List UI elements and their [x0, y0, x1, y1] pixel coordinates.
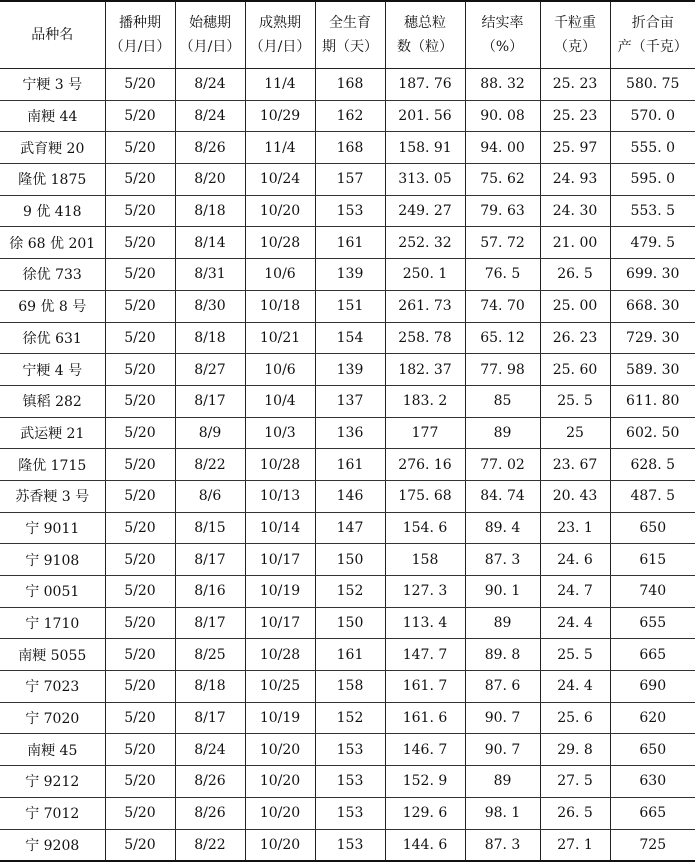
variety-name-cell: 武育粳 20	[0, 132, 105, 164]
table-cell: 5/20	[105, 671, 175, 703]
table-cell: 139	[315, 354, 385, 386]
table-cell: 24. 4	[540, 671, 610, 703]
table-cell: 24. 4	[540, 607, 610, 639]
table-cell: 5/20	[105, 702, 175, 734]
table-cell: 665	[610, 797, 695, 829]
table-cell: 690	[610, 671, 695, 703]
table-cell: 90. 7	[465, 734, 540, 766]
table-cell: 580. 75	[610, 69, 695, 101]
variety-name-cell: 宁 9011	[0, 512, 105, 544]
table-cell: 10/17	[245, 544, 315, 576]
variety-name-cell: 9 优 418	[0, 195, 105, 227]
table-cell: 89	[465, 417, 540, 449]
table-cell: 168	[315, 132, 385, 164]
table-row	[0, 607, 695, 639]
table-cell: 21. 00	[540, 227, 610, 259]
table-row	[0, 69, 695, 101]
table-cell: 182. 37	[385, 354, 465, 386]
table-row	[0, 290, 695, 322]
table-cell: 5/20	[105, 385, 175, 417]
table-row	[0, 829, 695, 861]
table-cell: 10/28	[245, 449, 315, 481]
table-cell: 89. 8	[465, 639, 540, 671]
table-cell: 77. 98	[465, 354, 540, 386]
table-cell: 25	[540, 417, 610, 449]
table-cell: 10/24	[245, 164, 315, 196]
table-cell: 10/18	[245, 290, 315, 322]
table-cell: 24. 30	[540, 195, 610, 227]
variety-name-cell: 镇稻 282	[0, 385, 105, 417]
table-cell: 5/20	[105, 69, 175, 101]
table-cell: 153	[315, 734, 385, 766]
table-cell: 10/4	[245, 385, 315, 417]
table-cell: 98. 1	[465, 797, 540, 829]
table-cell: 183. 2	[385, 385, 465, 417]
table-cell: 113. 4	[385, 607, 465, 639]
table-row	[0, 480, 695, 512]
table-cell: 8/17	[175, 544, 245, 576]
table-cell: 146. 7	[385, 734, 465, 766]
table-cell: 5/20	[105, 354, 175, 386]
table-cell: 153	[315, 766, 385, 798]
table-cell: 26. 23	[540, 322, 610, 354]
table-cell: 10/6	[245, 354, 315, 386]
table-cell: 201. 56	[385, 100, 465, 132]
variety-name-cell: 宁粳 4 号	[0, 354, 105, 386]
table-cell: 24. 93	[540, 164, 610, 196]
table-cell: 10/14	[245, 512, 315, 544]
table-cell: 127. 3	[385, 576, 465, 608]
table-cell: 5/20	[105, 132, 175, 164]
table-cell: 8/31	[175, 259, 245, 291]
table-row	[0, 100, 695, 132]
table-cell: 252. 32	[385, 227, 465, 259]
table-row	[0, 544, 695, 576]
table-cell: 10/13	[245, 480, 315, 512]
column-header	[385, 1, 465, 69]
table-cell: 8/18	[175, 671, 245, 703]
table-cell: 8/25	[175, 639, 245, 671]
table-row	[0, 322, 695, 354]
table-cell: 152. 9	[385, 766, 465, 798]
table-cell: 10/29	[245, 100, 315, 132]
table-cell: 10/6	[245, 259, 315, 291]
column-header-line: 全生育	[329, 15, 371, 31]
table-cell: 10/20	[245, 766, 315, 798]
variety-name-cell: 宁粳 3 号	[0, 69, 105, 101]
table-cell: 10/25	[245, 671, 315, 703]
table-cell: 8/16	[175, 576, 245, 608]
table-cell: 150	[315, 607, 385, 639]
column-header-line: 品种名	[31, 27, 74, 43]
table-cell: 729. 30	[610, 322, 695, 354]
variety-name-cell: 宁 7023	[0, 671, 105, 703]
table-cell: 650	[610, 512, 695, 544]
table-cell: 25. 6	[540, 702, 610, 734]
table-cell: 655	[610, 607, 695, 639]
table-cell: 620	[610, 702, 695, 734]
table-cell: 5/20	[105, 734, 175, 766]
column-header-line: 折合亩	[631, 15, 674, 31]
table-cell: 76. 5	[465, 259, 540, 291]
table-row	[0, 576, 695, 608]
table-cell: 10/20	[245, 734, 315, 766]
table-cell: 10/19	[245, 576, 315, 608]
table-cell: 479. 5	[610, 227, 695, 259]
table-cell: 8/20	[175, 164, 245, 196]
table-cell: 144. 6	[385, 829, 465, 861]
table-row	[0, 417, 695, 449]
table-cell: 154. 6	[385, 512, 465, 544]
variety-name-cell: 69 优 8 号	[0, 290, 105, 322]
column-header	[175, 1, 245, 69]
table-cell: 129. 6	[385, 797, 465, 829]
table-cell: 487. 5	[610, 480, 695, 512]
table-cell: 8/18	[175, 195, 245, 227]
table-cell: 74. 70	[465, 290, 540, 322]
column-header-line: （克）	[554, 39, 596, 55]
table-cell: 313. 05	[385, 164, 465, 196]
table-cell: 175. 68	[385, 480, 465, 512]
table-cell: 5/20	[105, 417, 175, 449]
table-cell: 630	[610, 766, 695, 798]
table-cell: 25. 23	[540, 69, 610, 101]
table-cell: 740	[610, 576, 695, 608]
table-cell: 89. 4	[465, 512, 540, 544]
table-cell: 158	[385, 544, 465, 576]
variety-name-cell: 徐优 631	[0, 322, 105, 354]
table-cell: 90. 7	[465, 702, 540, 734]
table-cell: 553. 5	[610, 195, 695, 227]
table-cell: 8/26	[175, 766, 245, 798]
table-cell: 89	[465, 607, 540, 639]
table-cell: 8/26	[175, 797, 245, 829]
table-cell: 5/20	[105, 766, 175, 798]
table-cell: 153	[315, 829, 385, 861]
table-cell: 10/3	[245, 417, 315, 449]
table-cell: 87. 6	[465, 671, 540, 703]
table-cell: 10/21	[245, 322, 315, 354]
table-row	[0, 164, 695, 196]
table-cell: 8/9	[175, 417, 245, 449]
table-row	[0, 702, 695, 734]
table-cell: 75. 62	[465, 164, 540, 196]
table-cell: 153	[315, 797, 385, 829]
column-header	[610, 1, 695, 69]
variety-name-cell: 宁 9108	[0, 544, 105, 576]
table-cell: 161	[315, 639, 385, 671]
column-header	[245, 1, 315, 69]
table-cell: 8/6	[175, 480, 245, 512]
table-cell: 8/27	[175, 354, 245, 386]
table-row	[0, 797, 695, 829]
table-cell: 5/20	[105, 164, 175, 196]
table-cell: 249. 27	[385, 195, 465, 227]
table-cell: 27. 1	[540, 829, 610, 861]
column-header	[0, 1, 105, 69]
table-cell: 139	[315, 259, 385, 291]
table-cell: 5/20	[105, 512, 175, 544]
table-cell: 27. 5	[540, 766, 610, 798]
table-cell: 11/4	[245, 132, 315, 164]
table-cell: 23. 1	[540, 512, 610, 544]
table-cell: 5/20	[105, 322, 175, 354]
variety-name-cell: 隆优 1875	[0, 164, 105, 196]
table-cell: 168	[315, 69, 385, 101]
table-cell: 665	[610, 639, 695, 671]
table-cell: 602. 50	[610, 417, 695, 449]
table-cell: 25. 5	[540, 639, 610, 671]
table-cell: 25. 23	[540, 100, 610, 132]
table-cell: 90. 1	[465, 576, 540, 608]
table-cell: 84. 74	[465, 480, 540, 512]
table-cell: 8/14	[175, 227, 245, 259]
table-cell: 29. 8	[540, 734, 610, 766]
table-cell: 668. 30	[610, 290, 695, 322]
table-cell: 8/17	[175, 702, 245, 734]
table-cell: 5/20	[105, 259, 175, 291]
table-cell: 615	[610, 544, 695, 576]
table-cell: 136	[315, 417, 385, 449]
table-cell: 10/20	[245, 195, 315, 227]
table-cell: 161	[315, 449, 385, 481]
table-cell: 10/19	[245, 702, 315, 734]
table-cell: 611. 80	[610, 385, 695, 417]
column-header-line: （月/日）	[179, 39, 241, 55]
table-row	[0, 195, 695, 227]
table-cell: 187. 76	[385, 69, 465, 101]
column-header-line: 穗总粒	[404, 15, 446, 31]
table-cell: 90. 08	[465, 100, 540, 132]
table-cell: 146	[315, 480, 385, 512]
table-cell: 261. 73	[385, 290, 465, 322]
table-cell: 24. 6	[540, 544, 610, 576]
table-cell: 158	[315, 671, 385, 703]
table-cell: 5/20	[105, 639, 175, 671]
table-cell: 8/22	[175, 829, 245, 861]
table-cell: 79. 63	[465, 195, 540, 227]
table-cell: 8/18	[175, 322, 245, 354]
table-cell: 88. 32	[465, 69, 540, 101]
variety-name-cell: 宁 7012	[0, 797, 105, 829]
column-header	[105, 1, 175, 69]
table-cell: 8/24	[175, 734, 245, 766]
variety-name-cell: 南粳 45	[0, 734, 105, 766]
table-cell: 89	[465, 766, 540, 798]
table-cell: 152	[315, 576, 385, 608]
table-cell: 5/20	[105, 607, 175, 639]
table-cell: 595. 0	[610, 164, 695, 196]
table-cell: 8/17	[175, 607, 245, 639]
table-cell: 5/20	[105, 195, 175, 227]
variety-name-cell: 武运粳 21	[0, 417, 105, 449]
column-header-line: 千粒重	[554, 15, 596, 31]
table-row	[0, 449, 695, 481]
table-cell: 8/30	[175, 290, 245, 322]
column-header-line: 结实率	[481, 15, 524, 31]
table-cell: 161	[315, 227, 385, 259]
variety-name-cell: 宁 0051	[0, 576, 105, 608]
table-cell: 725	[610, 829, 695, 861]
table-cell: 5/20	[105, 290, 175, 322]
table-cell: 26. 5	[540, 259, 610, 291]
variety-name-cell: 苏香粳 3 号	[0, 480, 105, 512]
table-cell: 161. 7	[385, 671, 465, 703]
column-header-line: 数（粒）	[397, 39, 453, 55]
table-cell: 570. 0	[610, 100, 695, 132]
table-cell: 5/20	[105, 829, 175, 861]
table-cell: 10/20	[245, 797, 315, 829]
table-cell: 162	[315, 100, 385, 132]
table-row	[0, 766, 695, 798]
column-header-line: 期（天）	[322, 39, 378, 55]
column-header-line: 播种期	[119, 15, 161, 31]
table-cell: 276. 16	[385, 449, 465, 481]
table-cell: 24. 7	[540, 576, 610, 608]
table-cell: 158. 91	[385, 132, 465, 164]
header-row	[0, 1, 695, 69]
table-cell: 26. 5	[540, 797, 610, 829]
table-cell: 154	[315, 322, 385, 354]
table-cell: 250. 1	[385, 259, 465, 291]
column-header	[315, 1, 385, 69]
table-cell: 25. 00	[540, 290, 610, 322]
variety-name-cell: 隆优 1715	[0, 449, 105, 481]
table-cell: 151	[315, 290, 385, 322]
variety-name-cell: 徐优 733	[0, 259, 105, 291]
column-header-line: （月/日）	[109, 39, 171, 55]
table-row	[0, 734, 695, 766]
column-header	[465, 1, 540, 69]
table-row	[0, 671, 695, 703]
table-cell: 8/24	[175, 100, 245, 132]
table-cell: 10/28	[245, 227, 315, 259]
table-cell: 150	[315, 544, 385, 576]
table-header	[0, 1, 695, 69]
table-cell: 5/20	[105, 449, 175, 481]
table-cell: 177	[385, 417, 465, 449]
table-cell: 87. 3	[465, 544, 540, 576]
table-cell: 8/15	[175, 512, 245, 544]
table-row	[0, 385, 695, 417]
table-cell: 5/20	[105, 797, 175, 829]
table-cell: 57. 72	[465, 227, 540, 259]
table-cell: 152	[315, 702, 385, 734]
column-header	[540, 1, 610, 69]
table-cell: 11/4	[245, 69, 315, 101]
column-header-line: （月/日）	[249, 39, 311, 55]
table-body	[0, 69, 695, 862]
table-cell: 8/24	[175, 69, 245, 101]
column-header-line: （%）	[481, 39, 524, 55]
table-row	[0, 354, 695, 386]
table-cell: 8/26	[175, 132, 245, 164]
column-header-line: 成熟期	[259, 15, 301, 31]
table-cell: 258. 78	[385, 322, 465, 354]
table-cell: 157	[315, 164, 385, 196]
table-cell: 5/20	[105, 100, 175, 132]
table-cell: 147	[315, 512, 385, 544]
table-cell: 94. 00	[465, 132, 540, 164]
table-cell: 85	[465, 385, 540, 417]
table-cell: 650	[610, 734, 695, 766]
table-cell: 628. 5	[610, 449, 695, 481]
table-row	[0, 132, 695, 164]
table-row	[0, 227, 695, 259]
table-cell: 589. 30	[610, 354, 695, 386]
table-cell: 25. 60	[540, 354, 610, 386]
table-cell: 8/22	[175, 449, 245, 481]
table-cell: 5/20	[105, 227, 175, 259]
variety-name-cell: 南粳 44	[0, 100, 105, 132]
variety-name-cell: 宁 7020	[0, 702, 105, 734]
table-cell: 137	[315, 385, 385, 417]
variety-name-cell: 徐 68 优 201	[0, 227, 105, 259]
table-cell: 65. 12	[465, 322, 540, 354]
table-cell: 25. 97	[540, 132, 610, 164]
table-cell: 10/20	[245, 829, 315, 861]
column-header-line: 产（千克）	[617, 39, 688, 55]
table-cell: 5/20	[105, 480, 175, 512]
table-cell: 699. 30	[610, 259, 695, 291]
table-row	[0, 639, 695, 671]
table-cell: 87. 3	[465, 829, 540, 861]
table-cell: 161. 6	[385, 702, 465, 734]
variety-name-cell: 宁 1710	[0, 607, 105, 639]
table-row	[0, 259, 695, 291]
table-cell: 20. 43	[540, 480, 610, 512]
table-cell: 555. 0	[610, 132, 695, 164]
table-cell: 23. 67	[540, 449, 610, 481]
table-cell: 153	[315, 195, 385, 227]
table-cell: 8/17	[175, 385, 245, 417]
table-cell: 10/17	[245, 607, 315, 639]
table-row	[0, 512, 695, 544]
table-cell: 5/20	[105, 576, 175, 608]
variety-name-cell: 宁 9212	[0, 766, 105, 798]
table-cell: 10/28	[245, 639, 315, 671]
table-cell: 25. 5	[540, 385, 610, 417]
variety-name-cell: 宁 9208	[0, 829, 105, 861]
table-cell: 77. 02	[465, 449, 540, 481]
table-cell: 147. 7	[385, 639, 465, 671]
table-cell: 5/20	[105, 544, 175, 576]
variety-name-cell: 南粳 5055	[0, 639, 105, 671]
column-header-line: 始穗期	[189, 15, 231, 31]
